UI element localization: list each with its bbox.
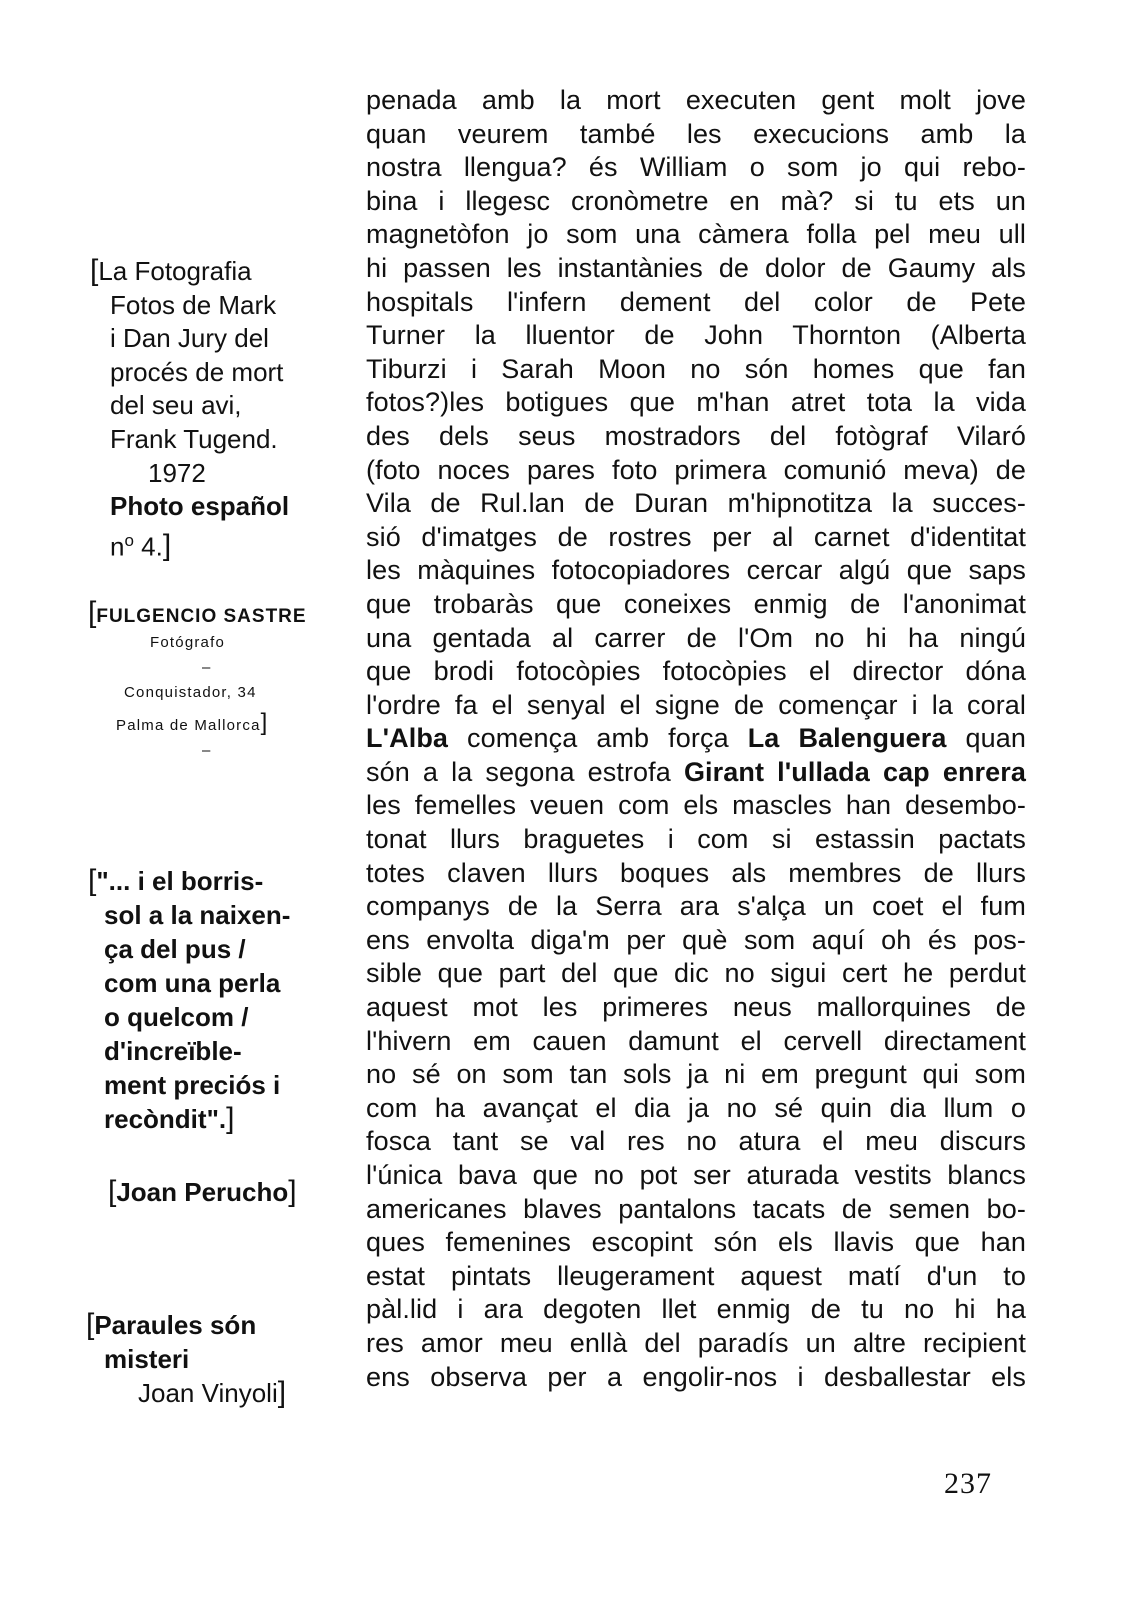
open-bracket: [ [90, 254, 99, 287]
text-line: fotos?)les botigues que m'han atret tota la vida [366, 387, 1026, 418]
note-text: La Fotografia [98, 256, 252, 286]
quote-line [88, 1102, 290, 1136]
text-line: hospitals l'infern dement del color de Pete [366, 286, 1026, 317]
text-line: sió d'imatges de rostres per al carnet d'identitat [366, 521, 1026, 552]
margin-note-stamp [88, 596, 328, 761]
margin-note-vinyoli [86, 1308, 286, 1410]
stamp-city: Palma de Mallorca [116, 716, 261, 734]
text-line: des dels seus mostradors del fotògraf Vilaró [366, 420, 1026, 451]
note-line: del seu avi, [110, 390, 242, 421]
text-fragment: quan [946, 723, 1026, 754]
margin-note-quote [88, 864, 290, 1136]
text-line: nostra llengua? és William o som jo qui rebo- [366, 152, 1026, 183]
close-bracket: ] [226, 1102, 235, 1135]
text-line: companys de la Serra ara s'alça un coet el fum [366, 891, 1026, 922]
close-bracket: ] [162, 529, 172, 563]
stamp-address: Conquistador, 34 [124, 683, 257, 701]
text-line: bina i llegesc cronòmetre en mà? si tu ets un [366, 185, 1026, 216]
text-line: magnetòfon jo som una càmera folla pel meu ull [366, 219, 1026, 250]
quote-line [88, 864, 290, 898]
text-line: totes claven llurs boques als membres de llurs [366, 857, 1026, 888]
text-line: Turner la lluentor de John Thornton (Alberta [366, 320, 1026, 351]
note-source: Photo español [110, 491, 290, 522]
close-bracket: ] [277, 1376, 287, 1409]
open-bracket: [ [88, 864, 97, 897]
quote-line: ça del pus / [104, 934, 246, 964]
text-line: (foto noces pares foto primera comunió meva) de [366, 454, 1026, 485]
vinyoli-text: Paraules són [94, 1310, 257, 1340]
note-issue [90, 524, 289, 564]
open-bracket: [ [108, 1175, 117, 1208]
text-line: com ha avançat el dia ja no sé quin dia llum o [366, 1092, 1026, 1123]
text-line: estat pintats lleugerament aquest matí d'un to [366, 1260, 1026, 1291]
note-line [90, 254, 289, 289]
vinyoli-line [86, 1308, 286, 1342]
text-line: tonat llurs braguetes i com si estassin pactats [366, 824, 1026, 855]
margin-note-perucho [108, 1175, 297, 1210]
text-line: les femelles veuen com els mascles han desembo- [366, 790, 1026, 821]
text-fragment: comença amb força [448, 723, 748, 754]
text-line: fosca tant se val res no atura el meu discurs [366, 1126, 1026, 1157]
text-fragment: són a la segona estrofa [366, 756, 684, 787]
text-line: no sé on som tan sols ja ni em pregunt qui som [366, 1059, 1026, 1090]
text-line [366, 756, 1026, 790]
quote-text: recòndit". [104, 1104, 227, 1134]
open-bracket: [ [88, 596, 97, 629]
vinyoli-author: Joan Vinyoli [138, 1378, 278, 1408]
text-line: res amor meu enllà del paradís un altre recipient [366, 1327, 1026, 1358]
vinyoli-line: misteri [104, 1344, 190, 1374]
note-line: Fotos de Mark [110, 289, 277, 320]
note-year: 1972 [148, 457, 206, 488]
text-line: hi passen les instantànies de dolor de Gaumy als [366, 252, 1026, 283]
issue-number: 4. [133, 531, 163, 562]
text-line: l'única bava que no pot ser aturada vestits blancs [366, 1160, 1026, 1190]
stamp-city-line [88, 708, 328, 741]
main-text-column [366, 84, 1026, 1394]
close-bracket: ] [288, 1175, 297, 1208]
close-bracket: ] [260, 708, 269, 736]
note-line: Frank Tugend. [110, 423, 278, 454]
text-line: americanes blaves pantalons tacats de semen bo- [366, 1193, 1026, 1224]
text-line: l'hivern em cauen damunt el cervell directament [366, 1025, 1026, 1056]
text-line: penada amb la mort executen gent molt jove [366, 85, 1026, 115]
text-line: pàl.lid i ara degoten llet enmig de tu no hi ha [366, 1294, 1026, 1325]
text-line: ens observa per a engolir-nos i desballestar els [366, 1361, 1026, 1392]
issue-prefix: n [110, 531, 125, 562]
quote-line: ment preciós i [104, 1070, 281, 1100]
page-number: 237 [944, 1467, 992, 1500]
text-line: aquest mot les primeres neus mallorquines de [366, 992, 1026, 1023]
bold-phrase: L'Alba [366, 723, 449, 754]
quote-line: sol a la naixen- [104, 900, 291, 930]
quote-line: com una perla [104, 968, 281, 998]
vinyoli-author-line [86, 1376, 286, 1410]
margin-note-photo [90, 254, 289, 564]
text-line: l'ordre fa el senyal el signe de començar i la coral [366, 689, 1026, 720]
text-line: Vila de Rul.lan de Duran m'hipnotitza la succes- [366, 488, 1026, 519]
text-line: ens envolta diga'm per què som aquí oh és pos- [366, 924, 1026, 955]
attribution-line [108, 1175, 297, 1210]
text-line: les màquines fotocopiadores cercar algú que saps [366, 555, 1026, 586]
text-line: Tiburzi i Sarah Moon no són homes que fan [366, 353, 1026, 384]
text-line: sible que part del que dic no sigui cert he perdut [366, 958, 1026, 989]
stamp-subtitle: Fotógrafo [150, 633, 226, 651]
bold-phrase: La Balenguera [747, 723, 947, 754]
text-line: quan veurem també les execucions amb la [366, 118, 1026, 149]
note-line: procés de mort [110, 356, 284, 387]
text-line: una gentada al carrer de l'Om no hi ha ningú [366, 622, 1026, 653]
text-line [366, 722, 1026, 756]
quote-text: "... i el borris- [96, 866, 264, 896]
text-line: que brodi fotocòpies fotocòpies el director dóna [366, 656, 1026, 687]
issue-sup: o [124, 530, 134, 550]
text-line: que trobaràs que coneixes enmig de l'anonimat [366, 588, 1026, 619]
note-line: i Dan Jury del [110, 323, 269, 354]
quote-line: o quelcom / [104, 1002, 249, 1032]
open-bracket: [ [86, 1308, 95, 1341]
stamp-dash: – [202, 658, 212, 676]
attribution-text: Joan Perucho [116, 1177, 289, 1207]
text-line: ques femenines escopint són els llavis que han [366, 1227, 1026, 1258]
stamp-dash: – [202, 741, 212, 759]
stamp-title: FULGENCIO SASTRE [96, 606, 307, 627]
bold-phrase: Girant l'ullada cap enrera [683, 756, 1027, 787]
quote-line: d'increïble- [104, 1036, 242, 1066]
